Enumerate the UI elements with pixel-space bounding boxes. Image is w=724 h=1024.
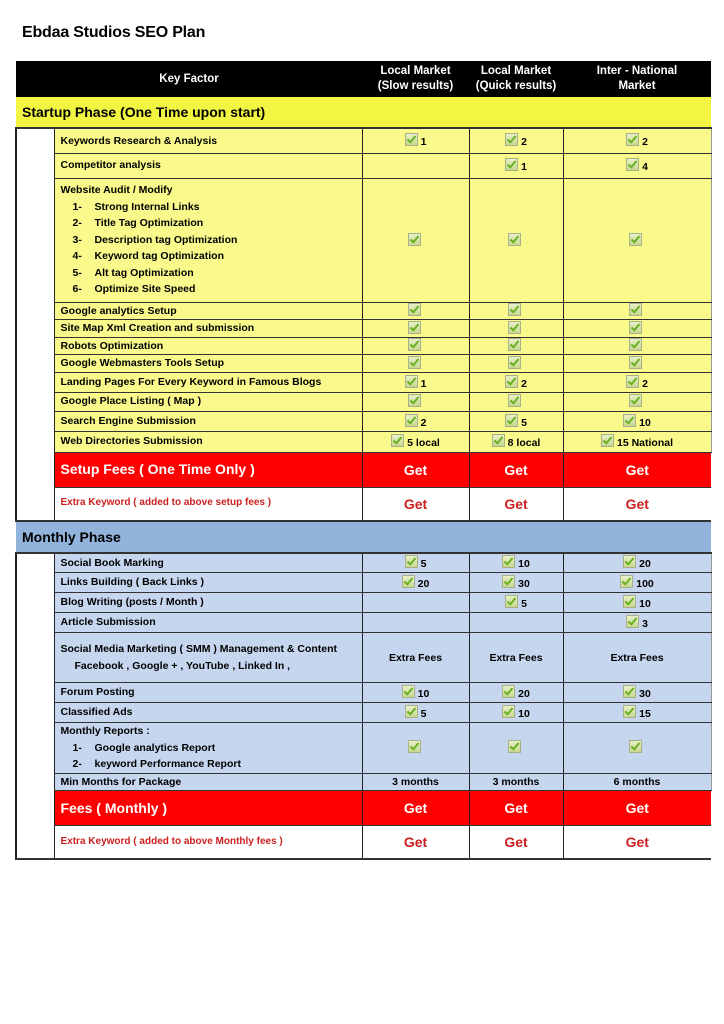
get-extra-keyword-link[interactable]: Get — [563, 487, 711, 521]
sub-item-text: Keyword tag Optimization — [94, 250, 225, 263]
checkmark-icon — [623, 414, 636, 427]
row-indent — [16, 553, 54, 573]
sub-item — [61, 232, 362, 249]
seo-plan-table — [15, 61, 712, 860]
plan-value-cell — [563, 683, 711, 703]
plan-value: 20 — [417, 578, 430, 590]
header-column-1-line-1: Local Market — [380, 65, 451, 77]
table-row — [16, 593, 711, 613]
plan-value-cell — [469, 128, 563, 153]
plan-value: 3 — [642, 618, 648, 630]
plan-value-cell — [469, 411, 563, 431]
header-column-3-line-1: Inter - National — [596, 65, 678, 77]
checkmark-icon — [405, 414, 418, 427]
key-factor-cell — [54, 355, 362, 373]
sub-item — [61, 756, 362, 773]
sub-item-text: Alt tag Optimization — [94, 266, 194, 279]
plan-value-cell — [469, 178, 563, 302]
plan-value-cell — [469, 613, 563, 633]
plan-value: 10 — [639, 598, 651, 610]
table-row — [16, 573, 711, 593]
plan-value: 5 — [420, 558, 427, 571]
checkmark-icon — [502, 575, 515, 588]
plan-value-cell — [469, 773, 563, 791]
key-factor-label: Article Submission — [60, 616, 156, 629]
plan-value: Extra Fees — [610, 651, 664, 664]
checkmark-icon — [508, 394, 521, 407]
plan-value: 2 — [521, 377, 527, 390]
key-factor-label: Links Building ( Back Links ) — [60, 576, 205, 589]
plan-value-cell — [469, 723, 563, 774]
plan-value-cell — [469, 703, 563, 723]
checkmark-icon — [408, 338, 421, 351]
fees-label: Setup Fees ( One Time Only ) — [54, 452, 362, 487]
key-factor-label: Landing Pages For Every Keyword in Famous Blogs — [60, 375, 322, 388]
table-row — [16, 302, 711, 320]
checkmark-icon — [508, 303, 521, 316]
plan-value: Extra Fees — [388, 651, 443, 664]
key-factor-cell — [54, 633, 362, 683]
plan-value-cell — [469, 431, 563, 452]
row-indent — [16, 411, 54, 431]
plan-value: 10 — [417, 688, 430, 700]
sub-item-number: 1- — [72, 200, 82, 213]
plan-value: 20 — [639, 558, 651, 571]
key-factor-cell — [54, 613, 362, 633]
checkmark-icon — [405, 375, 418, 388]
header-key-factor: Key Factor — [16, 61, 362, 97]
header-column-2-line-2: (Quick results) — [475, 80, 557, 92]
table-row — [16, 337, 711, 355]
key-factor-label: Monthly Reports : — [60, 725, 150, 737]
key-factor-label: Google analytics Setup — [60, 304, 177, 317]
plan-value: 4 — [642, 161, 648, 173]
get-extra-keyword-link[interactable]: Get — [362, 487, 469, 521]
get-fees-link[interactable]: Get — [469, 791, 563, 826]
sub-item-text: Optimize Site Speed — [94, 283, 196, 296]
plan-value-cell — [362, 178, 469, 302]
sub-item-number: 5- — [72, 266, 82, 279]
plan-value-cell — [362, 683, 469, 703]
checkmark-icon — [629, 740, 642, 753]
monthly-phase-section — [16, 521, 711, 860]
plan-value-cell — [563, 372, 711, 392]
plan-value-cell — [469, 593, 563, 613]
checkmark-icon — [391, 434, 404, 447]
plan-value-cell — [362, 302, 469, 320]
key-factor-cell — [54, 372, 362, 392]
plan-value-cell — [563, 573, 711, 593]
plan-value-cell — [563, 320, 711, 338]
checkmark-icon — [402, 575, 415, 588]
checkmark-icon — [508, 321, 521, 334]
plan-value: 8 local — [507, 437, 541, 449]
plan-value-cell — [563, 302, 711, 320]
key-factor-cell — [54, 553, 362, 573]
key-factor-cell — [54, 573, 362, 593]
key-factor-cell — [54, 683, 362, 703]
get-extra-keyword-link[interactable]: Get — [469, 487, 563, 521]
sub-item-number: 2- — [72, 758, 82, 770]
checkmark-icon — [502, 685, 515, 698]
row-indent — [16, 613, 54, 633]
checkmark-icon — [626, 133, 639, 146]
row-indent — [16, 573, 54, 593]
plan-value-cell — [469, 553, 563, 573]
sub-item-text: keyword Performance Report — [94, 758, 241, 770]
get-extra-keyword-link[interactable]: Get — [362, 826, 469, 860]
plan-value-cell — [362, 392, 469, 411]
table-header-row — [16, 61, 711, 97]
checkmark-icon — [623, 595, 636, 608]
key-factor-cell — [54, 178, 362, 302]
checkmark-icon — [623, 685, 636, 698]
get-fees-link[interactable]: Get — [563, 791, 711, 826]
key-factor-cell — [54, 593, 362, 613]
get-fees-link[interactable]: Get — [362, 791, 469, 826]
checkmark-icon — [505, 133, 518, 146]
checkmark-icon — [508, 740, 521, 753]
extra-keyword-label: Extra Keyword ( added to above setup fees ) — [54, 487, 362, 521]
table-row — [16, 723, 711, 774]
plan-value-cell — [362, 411, 469, 431]
plan-value-cell — [469, 573, 563, 593]
plan-value: 2 — [642, 377, 648, 390]
sub-item-number: 6- — [72, 283, 82, 296]
row-indent — [16, 826, 54, 860]
startup-phase-title: Startup Phase (One Time upon start) — [16, 97, 711, 128]
checkmark-icon — [502, 705, 515, 718]
table-row — [16, 372, 711, 392]
row-indent — [16, 128, 54, 153]
key-factor-cell — [54, 723, 362, 774]
plan-value-cell — [362, 431, 469, 452]
plan-value-cell — [362, 633, 469, 683]
plan-value-cell — [469, 153, 563, 178]
plan-value: 1 — [420, 377, 427, 390]
key-factor-cell — [54, 320, 362, 338]
key-factor-cell — [54, 302, 362, 320]
plan-value-cell — [362, 553, 469, 573]
extra-keyword-row — [16, 826, 711, 860]
key-factor-detail: Facebook , Google + , YouTube , Linked In , — [74, 659, 291, 672]
plan-value-cell — [362, 355, 469, 373]
checkmark-icon — [505, 595, 518, 608]
plan-value-cell — [362, 613, 469, 633]
checkmark-icon — [505, 158, 518, 171]
plan-value-cell — [362, 372, 469, 392]
header-column-1-line-2: (Slow results) — [377, 80, 454, 92]
key-factor-label: Website Audit / Modify — [60, 184, 173, 197]
checkmark-icon — [505, 375, 518, 388]
plan-value: 15 — [639, 708, 651, 720]
row-indent — [16, 302, 54, 320]
checkmark-icon — [629, 233, 642, 246]
get-extra-keyword-link[interactable]: Get — [469, 826, 563, 860]
row-indent — [16, 723, 54, 774]
checkmark-icon — [492, 434, 505, 447]
plan-value-cell — [563, 392, 711, 411]
checkmark-icon — [405, 555, 418, 568]
monthly-phase-title: Monthly Phase — [16, 521, 711, 553]
sub-item-text: Description tag Optimization — [94, 233, 238, 246]
row-indent — [16, 487, 54, 521]
table-row — [16, 178, 711, 302]
checkmark-icon — [620, 575, 633, 588]
key-factor-cell — [54, 773, 362, 791]
table-row — [16, 431, 711, 452]
checkmark-icon — [408, 303, 421, 316]
extra-keyword-label: Extra Keyword ( added to above Monthly fees ) — [54, 826, 362, 860]
checkmark-icon — [629, 394, 642, 407]
table-row — [16, 411, 711, 431]
table-row — [16, 683, 711, 703]
plan-value: 6 months — [613, 775, 661, 788]
plan-value-cell — [563, 355, 711, 373]
checkmark-icon — [408, 394, 421, 407]
seo-plan-table-wrapper — [15, 61, 715, 860]
plan-value-cell — [563, 773, 711, 791]
fees-label: Fees ( Monthly ) — [54, 791, 362, 826]
plan-value-cell — [563, 613, 711, 633]
sub-item-number: 4- — [72, 250, 82, 263]
key-factor-label: Min Months for Package — [60, 775, 182, 788]
fees-row — [16, 452, 711, 487]
sub-item — [61, 248, 362, 265]
sub-item — [61, 740, 362, 757]
checkmark-icon — [623, 555, 636, 568]
plan-value: 5 — [521, 416, 527, 429]
key-factor-label: Keywords Research & Analysis — [60, 134, 218, 147]
plan-value: 2 — [521, 136, 527, 149]
key-factor-label: Robots Optimization — [60, 339, 164, 352]
checkmark-icon — [402, 685, 415, 698]
startup-phase-section — [16, 97, 711, 521]
plan-value-cell — [469, 302, 563, 320]
row-indent — [16, 320, 54, 338]
table-row — [16, 392, 711, 411]
key-factor-label: Social Media Marketing ( SMM ) Management & Content — [60, 643, 338, 655]
key-factor-cell — [54, 392, 362, 411]
key-factor-cell — [54, 411, 362, 431]
table-row — [16, 128, 711, 153]
plan-value: Extra Fees — [489, 651, 543, 664]
checkmark-icon — [623, 705, 636, 718]
key-factor-cell — [54, 153, 362, 178]
plan-value-cell — [362, 593, 469, 613]
checkmark-icon — [405, 133, 418, 146]
plan-value: 20 — [518, 688, 530, 700]
row-indent — [16, 791, 54, 826]
plan-value-cell — [563, 553, 711, 573]
header-column-3 — [563, 61, 711, 97]
sub-item — [61, 215, 362, 232]
plan-value: 15 National — [616, 437, 674, 449]
key-factor-cell — [54, 703, 362, 723]
checkmark-icon — [626, 158, 639, 171]
plan-value: 10 — [639, 416, 651, 429]
sub-item-number: 3- — [72, 233, 82, 246]
table-row — [16, 355, 711, 373]
document-title: Ebdaa Studios SEO Plan — [22, 24, 206, 41]
plan-value-cell — [362, 703, 469, 723]
checkmark-icon — [405, 705, 418, 718]
checkmark-icon — [629, 303, 642, 316]
plan-value-cell — [563, 128, 711, 153]
table-row — [16, 153, 711, 178]
extra-keyword-row — [16, 487, 711, 521]
plan-value-cell — [469, 633, 563, 683]
row-indent — [16, 683, 54, 703]
plan-value-cell — [362, 153, 469, 178]
checkmark-icon — [502, 555, 515, 568]
checkmark-icon — [505, 414, 518, 427]
row-indent — [16, 633, 54, 683]
plan-value-cell — [469, 392, 563, 411]
header-column-3-line-2: Market — [618, 80, 656, 92]
plan-value: 100 — [636, 578, 654, 590]
plan-value: 5 local — [407, 437, 440, 449]
plan-value-cell — [469, 683, 563, 703]
checkmark-icon — [508, 338, 521, 351]
sub-item-text: Strong Internal Links — [94, 200, 200, 213]
plan-value: 5 — [420, 708, 427, 720]
table-row — [16, 320, 711, 338]
sub-item-text: Google analytics Report — [94, 741, 216, 754]
plan-value-cell — [563, 633, 711, 683]
row-indent — [16, 372, 54, 392]
plan-value-cell — [563, 411, 711, 431]
row-indent — [16, 337, 54, 355]
plan-value-cell — [563, 431, 711, 452]
checkmark-icon — [626, 375, 639, 388]
checkmark-icon — [601, 434, 614, 447]
key-factor-cell — [54, 431, 362, 452]
row-indent — [16, 153, 54, 178]
key-factor-label: Social Book Marking — [60, 556, 164, 569]
plan-value: 30 — [639, 688, 651, 700]
checkmark-icon — [629, 321, 642, 334]
sub-item-text: Title Tag Optimization — [94, 217, 204, 230]
key-factor-label: Competitor analysis — [60, 159, 161, 172]
fees-row — [16, 791, 711, 826]
plan-value-cell — [563, 723, 711, 774]
get-extra-keyword-link[interactable]: Get — [563, 826, 711, 860]
row-indent — [16, 355, 54, 373]
sub-item-number: 1- — [72, 741, 82, 754]
plan-value: 2 — [642, 136, 648, 149]
row-indent — [16, 703, 54, 723]
key-factor-label: Blog Writing (posts / Month ) — [60, 596, 204, 609]
plan-value: 1 — [521, 161, 527, 173]
plan-value-cell — [469, 337, 563, 355]
checkmark-icon — [408, 356, 421, 369]
checkmark-icon — [508, 356, 521, 369]
plan-value-cell — [362, 773, 469, 791]
plan-value-cell — [469, 355, 563, 373]
table-row — [16, 703, 711, 723]
checkmark-icon — [408, 233, 421, 246]
header-column-2-line-1: Local Market — [480, 65, 552, 77]
key-factor-label: Site Map Xml Creation and submission — [60, 322, 255, 334]
table-row — [16, 773, 711, 791]
get-fees-link[interactable]: Get — [362, 452, 469, 487]
plan-value-cell — [563, 593, 711, 613]
key-factor-label: Web Directories Submission — [60, 435, 203, 448]
header-column-2 — [469, 61, 563, 97]
plan-value-cell — [563, 178, 711, 302]
get-fees-link[interactable]: Get — [469, 452, 563, 487]
sub-item — [61, 199, 362, 216]
checkmark-icon — [408, 321, 421, 334]
plan-value-cell — [362, 573, 469, 593]
plan-value-cell — [362, 723, 469, 774]
key-factor-label: Search Engine Submission — [60, 414, 196, 427]
row-indent — [16, 773, 54, 791]
row-indent — [16, 178, 54, 302]
checkmark-icon — [626, 615, 639, 628]
row-indent — [16, 392, 54, 411]
table-row — [16, 613, 711, 633]
table-row — [16, 553, 711, 573]
checkmark-icon — [629, 356, 642, 369]
row-indent — [16, 431, 54, 452]
key-factor-label: Forum Posting — [60, 686, 135, 699]
plan-value-cell — [563, 703, 711, 723]
checkmark-icon — [508, 233, 521, 246]
plan-value: 3 months — [392, 775, 439, 788]
plan-value-cell — [563, 337, 711, 355]
key-factor-label: Classified Ads — [60, 706, 133, 719]
row-indent — [16, 593, 54, 613]
key-factor-label: Google Webmasters Tools Setup — [60, 357, 225, 369]
monthly-phase-heading-row — [16, 521, 711, 553]
plan-value: 5 — [521, 598, 527, 610]
row-indent — [16, 452, 54, 487]
key-factor-cell — [54, 128, 362, 153]
plan-value-cell — [563, 153, 711, 178]
startup-phase-heading-row — [16, 97, 711, 128]
plan-value: 1 — [420, 136, 427, 149]
plan-value: 3 months — [492, 775, 540, 788]
key-factor-label: Google Place Listing ( Map ) — [60, 395, 202, 408]
key-factor-cell — [54, 337, 362, 355]
header-column-1 — [362, 61, 469, 97]
plan-value-cell — [362, 337, 469, 355]
get-fees-link[interactable]: Get — [563, 452, 711, 487]
checkmark-icon — [629, 338, 642, 351]
plan-value-cell — [362, 320, 469, 338]
sub-item — [61, 281, 362, 298]
plan-value: 30 — [518, 578, 530, 590]
checkmark-icon — [408, 740, 421, 753]
plan-value-cell — [469, 320, 563, 338]
sub-item — [61, 265, 362, 282]
plan-value-cell — [362, 128, 469, 153]
plan-value: 2 — [420, 416, 427, 429]
plan-value: 10 — [518, 558, 530, 571]
table-row — [16, 633, 711, 683]
sub-item-number: 2- — [72, 217, 82, 230]
plan-value: 10 — [518, 708, 530, 720]
plan-value-cell — [469, 372, 563, 392]
